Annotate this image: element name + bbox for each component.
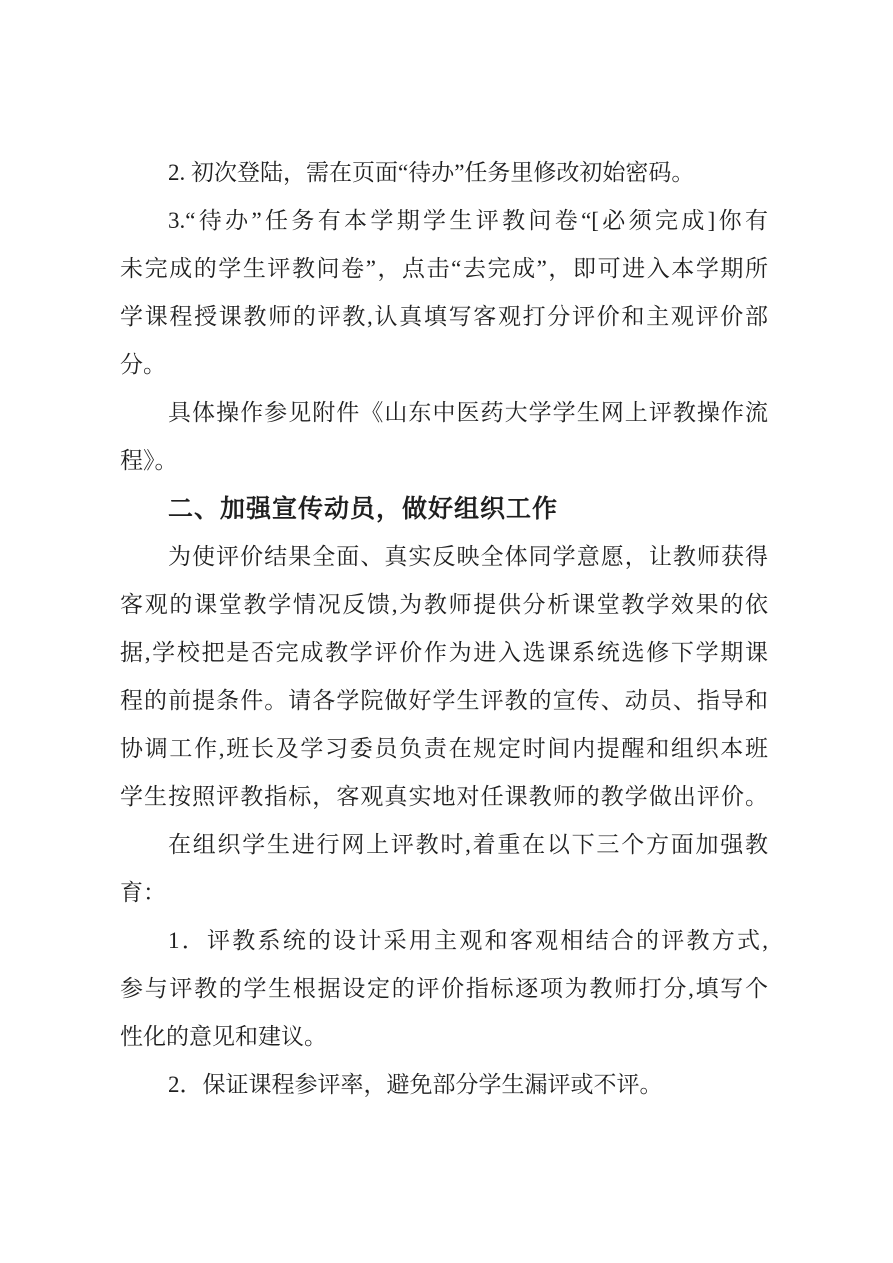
text-line: 分。	[120, 352, 166, 377]
text-line: 学生按照评教指标，客观真实地对任课教师的教学做出评价。	[120, 784, 768, 809]
text-line: 程》。	[120, 448, 178, 473]
text-line: 为使评价结果全面、真实反映全体同学意愿，让教师获得	[168, 544, 768, 569]
text-line: 育：	[120, 880, 166, 905]
text-line: 协调工作,班长及学习委员负责在规定时间内提醒和组织本班	[120, 736, 768, 761]
text-line: 具体操作参见附件《山东中医药大学学生网上评教操作流	[168, 400, 768, 425]
text-line: 2．保证课程参评率，避免部分学生漏评或不评。	[168, 1072, 663, 1097]
text-line: 学课程授课教师的评教,认真填写客观打分评价和主观评价部	[120, 304, 768, 329]
text-line: 未完成的学生评教问卷”，点击“去完成”，即可进入本学期所	[120, 256, 768, 281]
text-line: 3.“待办”任务有本学期学生评教问卷“[必须完成]你有	[168, 208, 768, 233]
text-line: 性化的意见和建议。	[120, 1024, 327, 1049]
text-line: 1．评教系统的设计采用主观和客观相结合的评教方式,	[168, 928, 768, 953]
text-line: 据,学校把是否完成教学评价作为进入选课系统选修下学期课	[120, 640, 768, 665]
text-line: 参与评教的学生根据设定的评价指标逐项为教师打分,填写个	[120, 976, 768, 1001]
text-line: 客观的课堂教学情况反馈,为教师提供分析课堂教学效果的依	[120, 592, 768, 617]
section-heading: 二、加强宣传动员，做好组织工作	[168, 495, 559, 523]
text-line: 在组织学生进行网上评教时,着重在以下三个方面加强教	[168, 832, 768, 857]
document-body	[120, 149, 768, 1109]
text-line: 2. 初次登陆，需在页面“待办”任务里修改初始密码。	[168, 160, 695, 185]
text-line: 程的前提条件。请各学院做好学生评教的宣传、动员、指导和	[120, 688, 768, 713]
